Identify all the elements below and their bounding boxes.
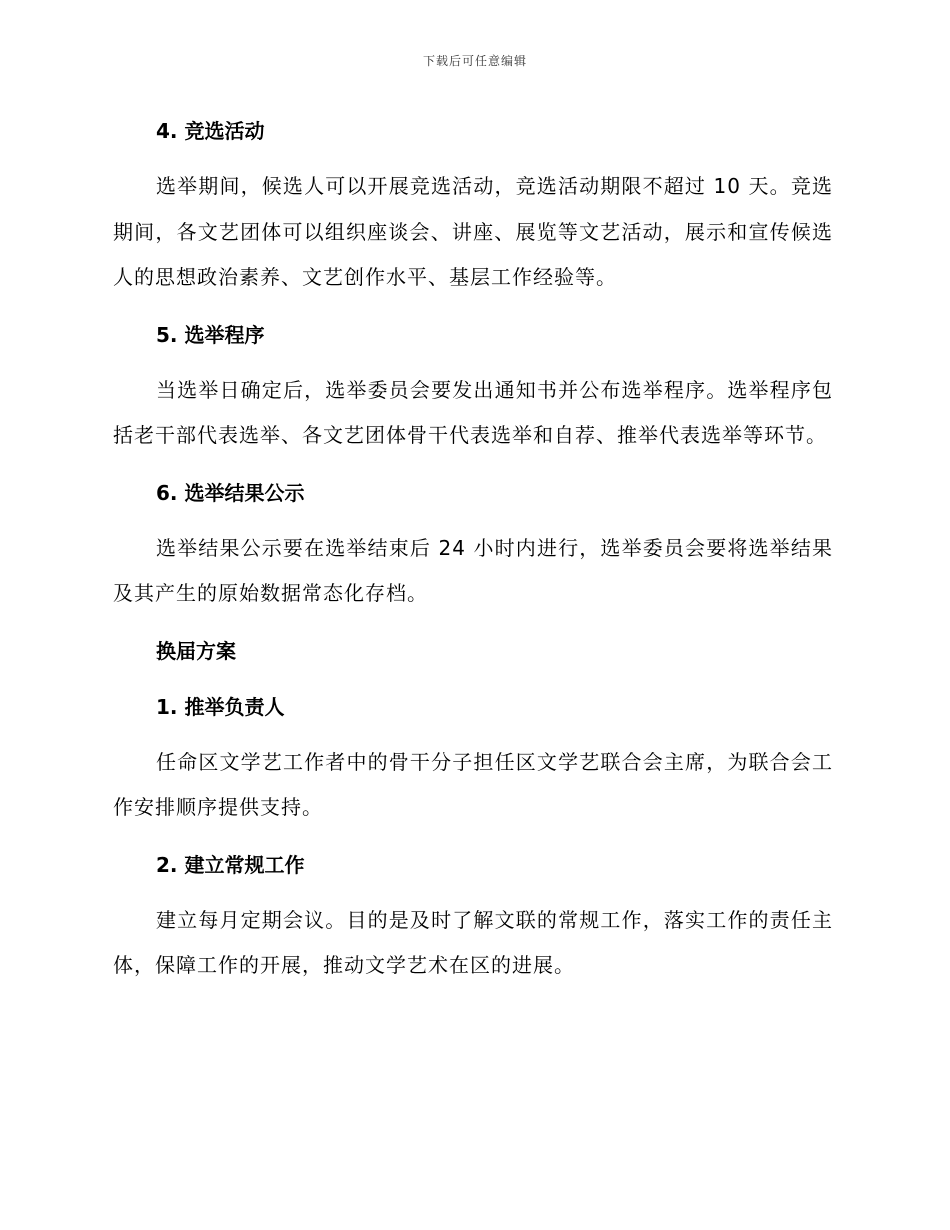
page-header: 下载后可任意编辑 <box>422 54 527 68</box>
section-paragraph-appoint-leader: 任命区文学艺工作者中的骨干分子担任区文学艺联合会主席，为联合会工作安排顺序提供支持。 <box>113 749 833 819</box>
section-paragraph-election-procedure: 当选举日确定后，选举委员会要发出通知书并公布选举程序。选举程序包括老干部代表选举、各文艺团体骨干代表选举和自荐、推举代表选举等环节。 <box>113 377 833 447</box>
section-heading-routine-work: 2. 建立常规工作 <box>156 852 305 877</box>
section-heading-campaign: 4. 竞选活动 <box>156 119 265 143</box>
section-paragraph-campaign: 选举期间，候选人可以开展竞选活动，竞选活动期限不超过 10 天。竞选期间，各文艺团体可以组织座谈会、讲座、展览等文艺活动，展示和宣传候选人的思想政治素养、文艺创作水平、基层工作经验等。 <box>113 174 833 289</box>
section-paragraph-routine-work: 建立每月定期会议。目的是及时了解文联的常规工作，落实工作的责任主体，保障工作的开展，推动文学艺术在区的进展。 <box>113 907 833 977</box>
section-heading-election-procedure: 5. 选举程序 <box>156 322 265 347</box>
section-heading-transition-plan: 换届方案 <box>156 638 236 663</box>
section-heading-result-publicity: 6. 选举结果公示 <box>156 480 305 505</box>
section-paragraph-result-publicity: 选举结果公示要在选举结束后 24 小时内进行，选举委员会要将选举结果及其产生的原始数据常态化存档。 <box>113 535 833 605</box>
document-body <box>113 108 833 989</box>
section-heading-appoint-leader: 1. 推举负责人 <box>156 694 285 719</box>
